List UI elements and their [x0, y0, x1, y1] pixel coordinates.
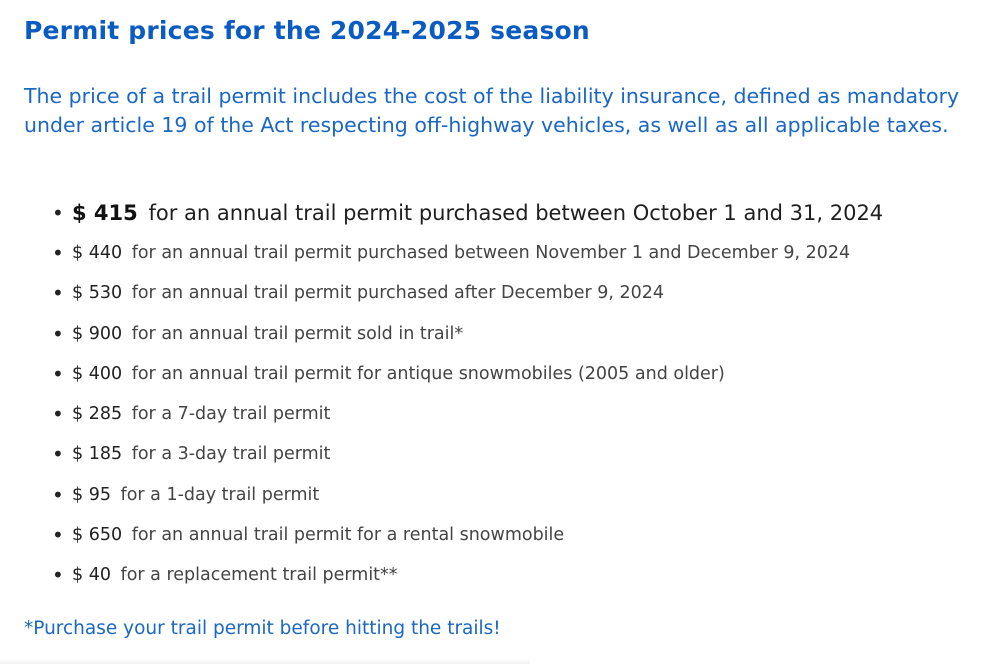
bullet-icon: •: [52, 523, 64, 548]
bullet-icon: •: [52, 482, 64, 507]
bullet-icon: •: [52, 361, 64, 386]
price-item: [0, 233, 1000, 273]
price-description: for a replacement trail permit**: [120, 565, 398, 586]
bullet-icon: •: [52, 241, 64, 265]
price-item: [0, 434, 1000, 474]
price-value: $ 900: [72, 323, 123, 344]
price-item: [0, 394, 1000, 434]
price-description: for an annual trail permit purchased after December 9, 2024: [131, 283, 665, 304]
price-description: for an annual trail permit purchased between November 1 and December 9, 2024: [131, 243, 851, 263]
price-item: [0, 273, 1000, 313]
price-description: for a 3-day trail permit: [131, 444, 331, 465]
price-list: [0, 193, 1000, 596]
price-description: for an annual trail permit sold in trail*: [131, 323, 464, 344]
bullet-icon: •: [52, 563, 64, 588]
bullet-icon: •: [52, 321, 64, 346]
price-value: $ 440: [72, 243, 123, 263]
bullet-icon: •: [52, 442, 64, 467]
price-item: [0, 193, 1000, 233]
price-value: $ 530: [72, 283, 123, 304]
price-description: for an annual trail permit for a rental snowmobile: [131, 525, 565, 546]
price-value: $ 650: [72, 525, 123, 546]
bullet-icon: •: [52, 402, 64, 427]
price-value: $ 415: [72, 201, 138, 225]
bottom-divider: [0, 658, 530, 664]
footnote: *Purchase your trail permit before hitting the trails!: [24, 618, 501, 639]
price-description: for an annual trail permit purchased between October 1 and 31, 2024: [148, 201, 884, 225]
bullet-icon: •: [52, 281, 64, 306]
price-item: [0, 475, 1000, 515]
price-item: [0, 354, 1000, 394]
price-description: for an annual trail permit for antique snowmobiles (2005 and older): [131, 363, 725, 384]
price-value: $ 185: [72, 444, 123, 465]
price-item: [0, 314, 1000, 354]
price-description: for a 7-day trail permit: [131, 404, 331, 425]
page-title: Permit prices for the 2024-2025 season: [24, 16, 590, 45]
intro-paragraph: The price of a trail permit includes the cost of the liability insurance, defined as mandatory under article 19 of the Act respecting off-highway vehicles, as well as all applicable taxes.: [24, 84, 960, 137]
price-item: [0, 555, 1000, 595]
price-value: $ 400: [72, 363, 123, 384]
price-value: $ 40: [72, 565, 111, 586]
price-value: $ 285: [72, 404, 123, 425]
price-description: for a 1-day trail permit: [120, 484, 320, 505]
price-value: $ 95: [72, 484, 111, 505]
price-item: [0, 515, 1000, 555]
bullet-icon: •: [52, 201, 64, 225]
